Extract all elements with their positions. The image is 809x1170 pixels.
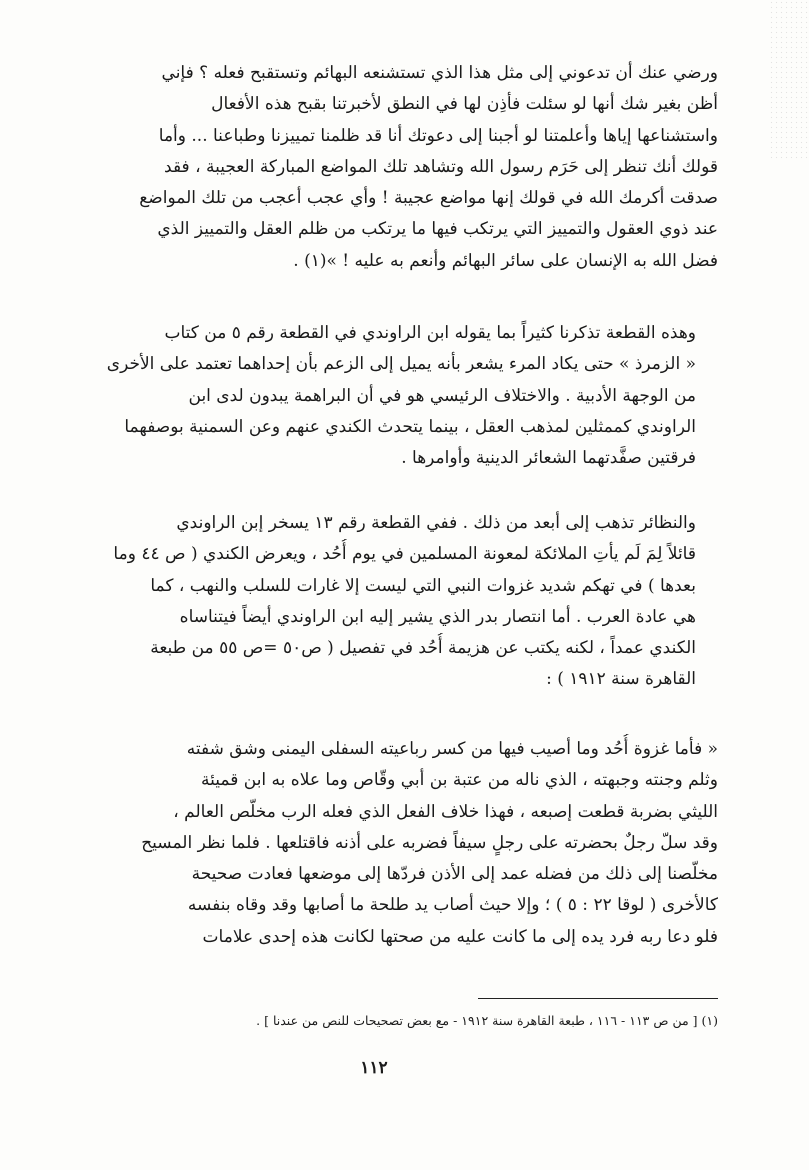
text-line: القاهرة سنة ١٩١٢ ) : (546, 669, 696, 690)
text-line: عند ذوي العقول والتمييز التي يرتكب فيها ما يرتكب من ظلم العقل والتمييز الذي (157, 219, 718, 240)
text-line: وثلم وجنته وجبهته ، الذي ناله من عتبة بن أبي وقّاص وما علاه به ابن قميئة (201, 770, 718, 791)
text-line: قائلاً لِمَ لَم يأتِ الملائكة لمعونة المسلمين في يوم أُحُد ، ويعرض الكندي ( ص ٤٤ وما (113, 544, 696, 565)
page-number: ١١٢ (360, 1058, 388, 1078)
text-line: وقد سلّ رجلٌ بحضرته على رجلٍ سيفاً فضربه على أذنه فاقتلعها . فلما نظر المسيح (141, 832, 718, 853)
text-line: فرقتين صفَّدتهما الشعائر الدينية وأوامرها . (401, 448, 696, 469)
text-line: ورضي عنك أن تدعوني إلى مثل هذا الذي تستشنعه البهائم وتستقبح فعله ؟ فإني (161, 63, 718, 83)
footnote: (١) [ من ص ١١٣ - ١١٦ ، طبعة القاهرة سنة ١٩١٢ - مع بعض تصحيحات للنص من عندنا ] . (256, 1013, 718, 1028)
text-line: صدقت أكرمك الله في قولك إنها مواضع عجيبة ! وأي عجب أعجب من تلك المواضع (139, 188, 718, 209)
text-line: قولك أنك تنظر إلى حَرَم رسول الله وتشاهد تلك المواضع المباركة العجيبة ، فقد (164, 156, 718, 177)
paragraph-1 (100, 58, 718, 277)
text-line: « الزمرذ » حتى يكاد المرء يشعر بأنه يميل إلى الزعم بأن إحداهما تعتمد على الأخرى (106, 354, 696, 375)
text-line: فلو دعا ربه فرد يده إلى ما كانت عليه من صحتها لكانت هذه إحدى علامات (202, 926, 718, 947)
text-line: « فأما غزوة أُحُد وما أصيب فيها من كسر رباعيته السفلى اليمنى وشق شفته (186, 739, 718, 759)
text-line: فضل الله به الإنسان على سائر البهائم وأنعم به عليه ! »(١) . (293, 250, 718, 271)
text-line: الليثي بضربة قطعت إصبعه ، فهذا خلاف الفعل الذي فعله الرب مخلّص العالم ، (173, 801, 718, 822)
text-line: الكندي عمداً ، لكنه يكتب عن هزيمة أُحُد في تفصيل ( ص٥٠ =ص ٥٥ من طبعة (150, 638, 696, 659)
text-line: من الوجهة الأدبية . والاختلاف الرئيسي هو في أن البراهمة يبدون لدى ابن (188, 385, 696, 406)
footnote-divider (478, 998, 718, 999)
text-line: واستشناعها إياها وأعلمتنا لو أجبنا إلى دعوتك أنا قد ظلمنا تمييزنا وطباعنا ... وأما (158, 125, 718, 146)
text-line: والنظائر تذهب إلى أبعد من ذلك . ففي القطعة رقم ١٣ يسخر إبن الراوندي (176, 513, 696, 533)
text-line: كالأخرى ( لوقا ٢٢ : ٥ ) ؛ وإلا حيث أصاب يد طلحة ما أصابها وقد وقاه بنفسه (187, 895, 718, 916)
paragraph-4-quotation (100, 734, 718, 953)
scan-noise (769, 0, 809, 160)
paragraph-2 (100, 318, 718, 474)
text-line: بعدها ) في تهكم شديد غزوات النبي التي ليست إلا غارات للسلب والنهب ، كما (150, 575, 696, 596)
text-line: الراوندي كممثلين لمذهب العقل ، بينما يتحدث الكندي عنهم وعن السمنية بوصفهما (124, 416, 696, 437)
paragraph-3 (100, 508, 718, 696)
text-line: وهذه القطعة تذكرنا كثيراً بما يقوله ابن الراوندي في القطعة رقم ٥ من كتاب (164, 323, 696, 343)
text-line: أظن بغير شك أنها لو سئلت فأذِن لها في النطق لأخبرتنا بقبح هذه الأفعال (211, 94, 718, 115)
text-line: هي عادة العرب . أما انتصار بدر الذي يشير إليه ابن الراوندي أيضاً فيتناساه (179, 606, 696, 627)
text-line: مخلّصنا إلى ذلك من فضله عمد إلى الأذن فردّها إلى موضعها فعادت صحيحة (191, 864, 718, 885)
